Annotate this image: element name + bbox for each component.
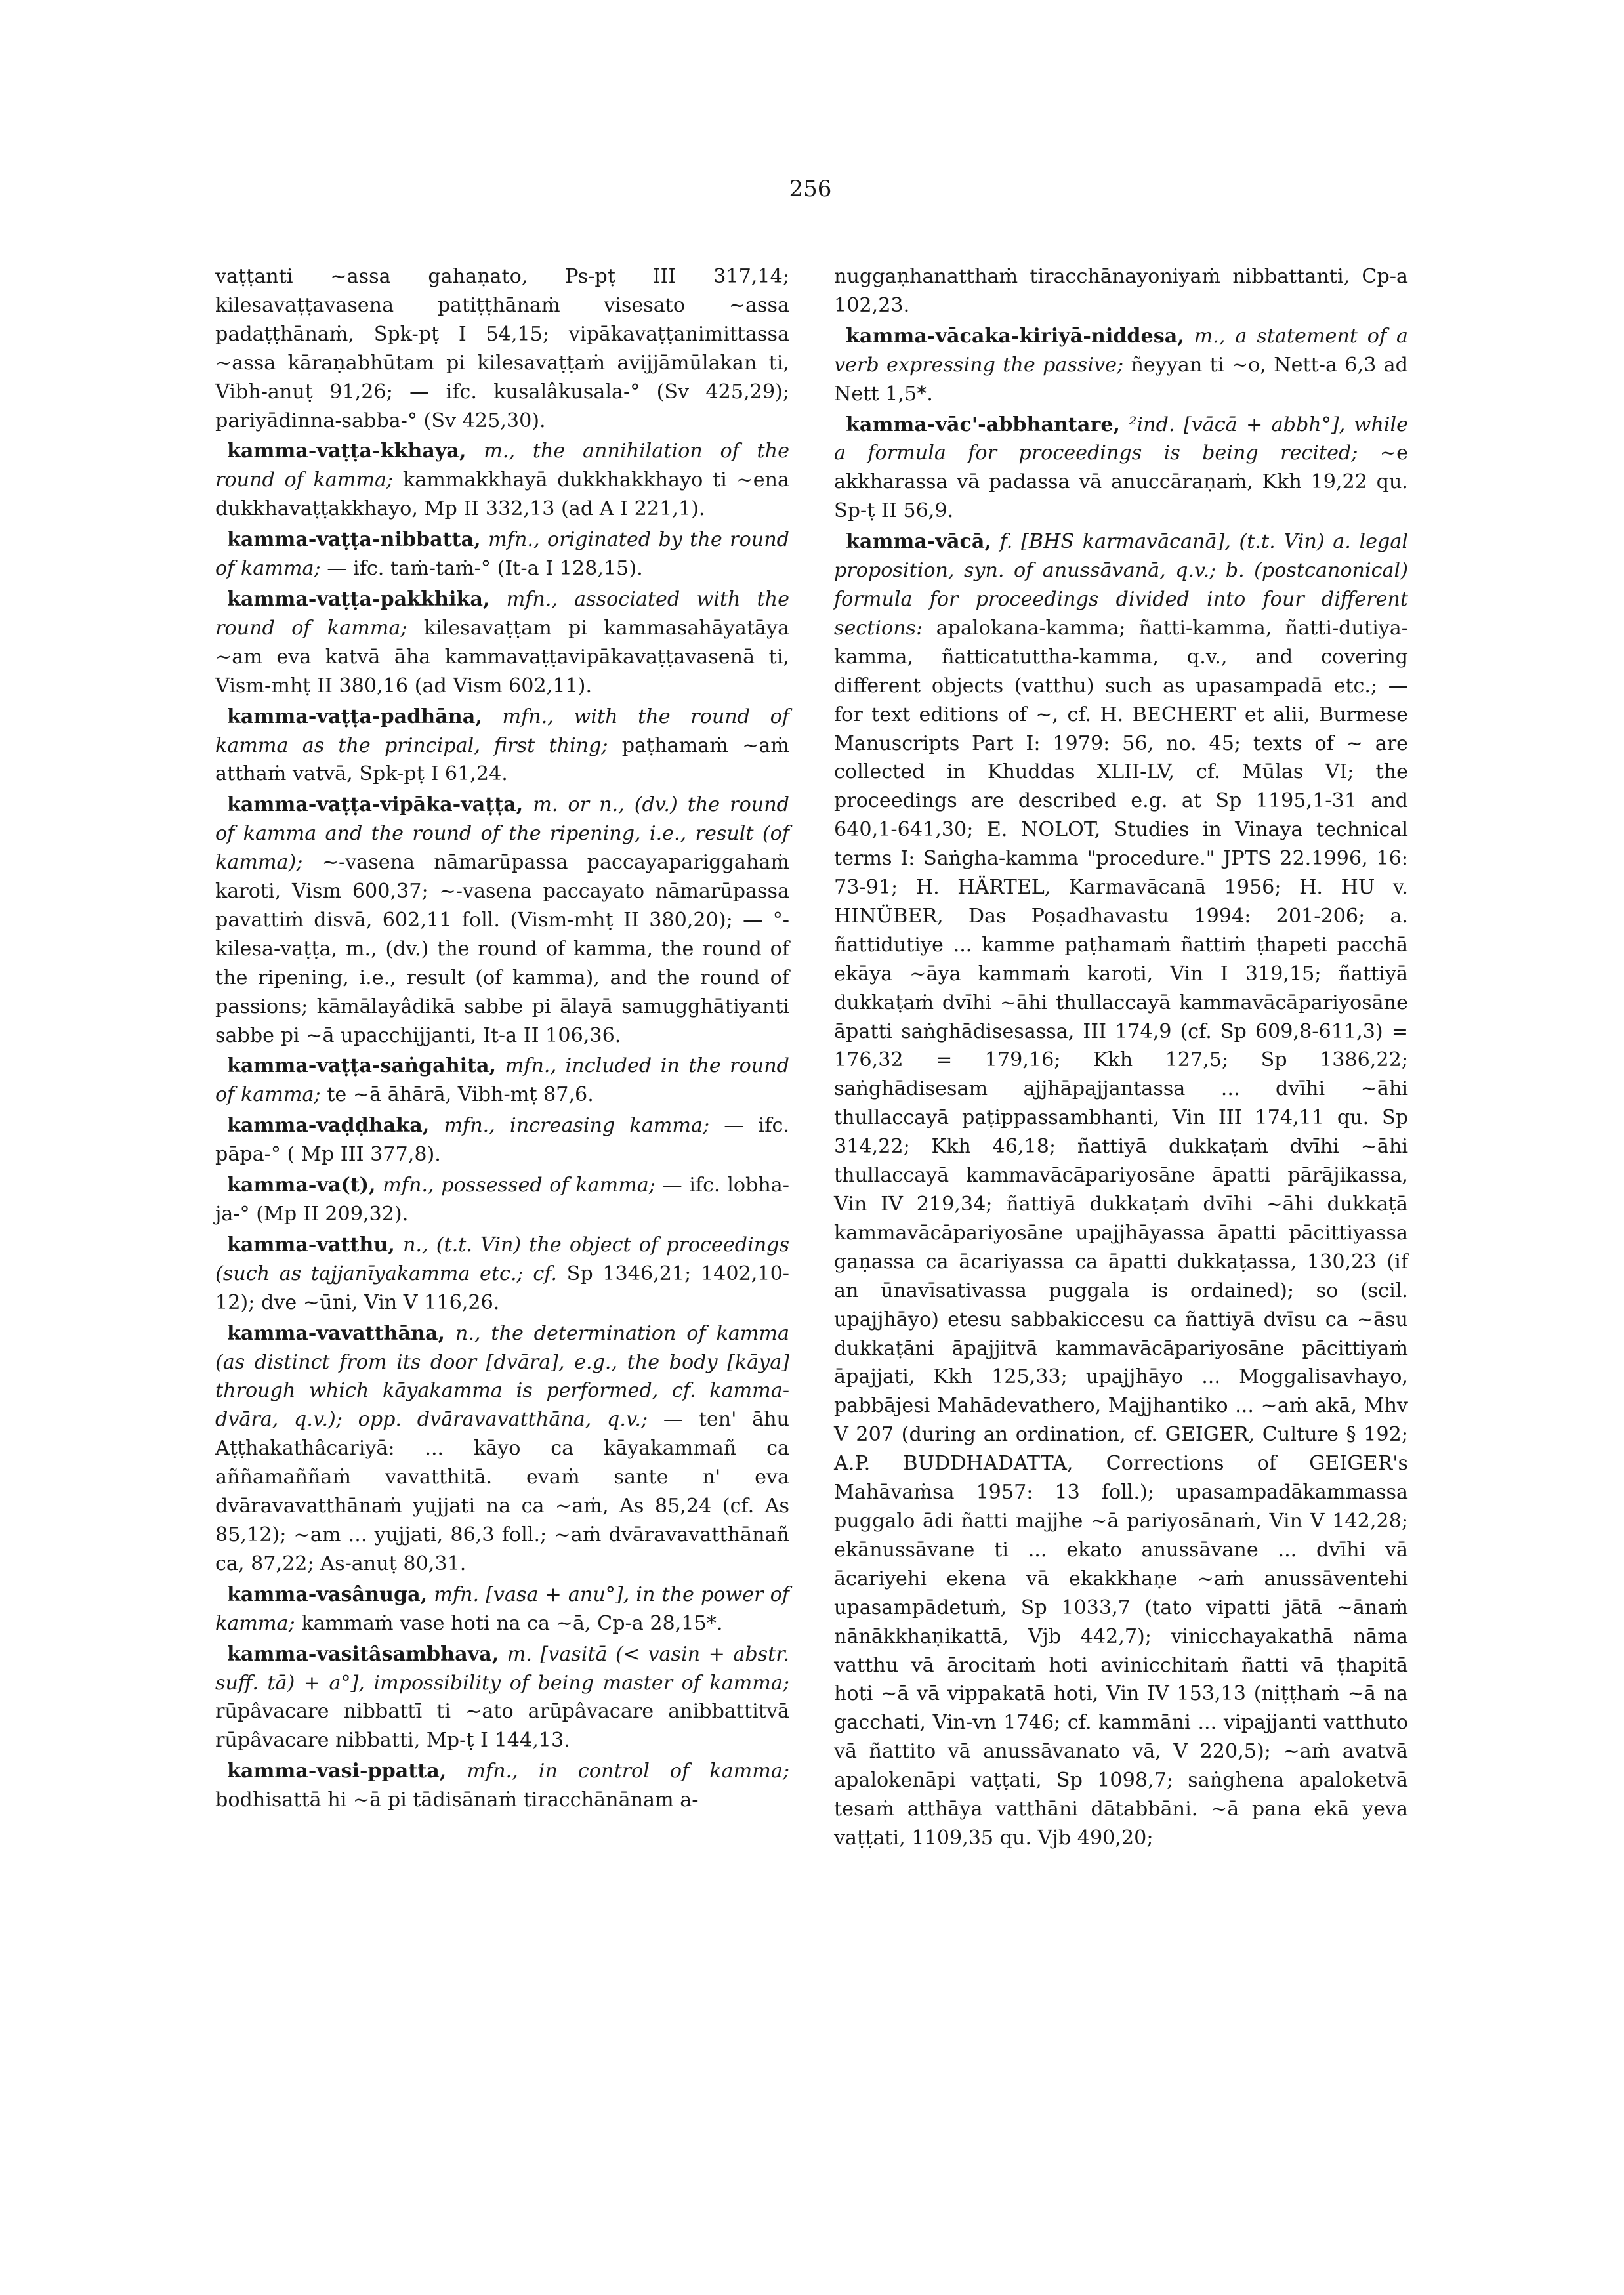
entry-grammar: mfn., in control of kamma; [467,1760,789,1783]
entry-headword: kamma-vaṭṭa-pakkhika, [227,587,490,611]
entry-headword: kamma-vasi-ppatta, [227,1760,447,1783]
entry-grammar: f. [BHS karmavācanā], (t.t. Vin) a. legal proposition, syn. of anussāvanā, q.v.; b. (postcanonical) formula for proceedings divided into four different sections: [834,530,1408,640]
entry-grammar: mfn., originated by the round of kamma; [215,528,789,581]
dictionary-entry [215,1111,789,1169]
dictionary-entry [215,526,789,583]
entry-headword: kamma-vasânuga, [227,1582,428,1606]
entry-headword: kamma-vaḍḍhaka, [227,1114,430,1138]
entry-text: ñeyyan ti ~o, Nett-a 6,3 ad Nett 1,5*. [834,353,1408,405]
entry-grammar: m. [vasitā (< vasin + abstr. suff. tā) + a°], impossibility of being master of kamma; [215,1642,789,1695]
entry-grammar: m., a statement of a verb expressing the passive; [834,324,1408,377]
entry-grammar: mfn., with the round of kamma as the principal, first thing; [215,705,789,757]
dictionary-entry [215,585,789,701]
entry-text: apalokana-kamma; ñatti-kamma, ñatti-dutiya-kamma, ñatticatuttha-kamma, q.v., and covering different objects (vatthu) such as upasampadā etc.; — for text editions of ~, cf. H. BECHERT et alii, Burmese Manuscripts Part I: 1979: 56, no. 45; texts of ~ are collected in Khuddas XLII-LV, cf. Mūlas VI; the proceedings are described e.g. at Sp 1195,1-31 and 640,1-641,30; E. NOLOT, Studies in Vinaya technical terms I: Saṅgha-kamma "procedure." JPTS 22.1996, 16: 73-91; H. HÄRTEL, Karmavācanā 1956; H. HU v. HINÜBER, Das Poṣadhavastu 1994: 201-206; a. ñattidutiye ... kamme paṭhamaṁ ñattiṁ ṭhapeti pacchā ekāya ~āya kammaṁ karoti, Vin I 319,15; ñattiyā dukkaṭaṁ dvīhi ~āhi thullaccayā kammavācāpariyosāne āpatti saṅghādisesassa, III 174,9 (cf. Sp 609,8-611,3) = 176,32 = 179,16; Kkh 127,5; Sp 1386,22; saṅghādisesam ajjhāpajjantassa ... dvīhi ~āhi thullaccayā paṭippassambhanti, Vin III 174,11 qu. Sp 314,22; Kkh 46,18; ñattiyā dukkaṭaṁ dvīhi ~āhi thullaccayā kammavācāpariyosāne āpatti pārājikassa, Vin IV 219,34; ñattiyā dukkaṭaṁ dvīhi ~āhi dukkaṭā kammavācāpariyosāne upajjhāyassa āpatti pācittiyassa gaṇassa ca ācariyassa ca āpatti dukkaṭassa, 130,23 (if an ūnavīsativassa puggala is ordained); so (scil. upajjhāyo) etesu sabbakiccesu ca ñattiyā dvīsu ca ~āsu dukkaṭāni āpajjitvā kammavācāpariyosāne pācittiyaṁ āpajjati, Kkh 125,33; upajjhāyo ... Moggalisavhayo, pabbājesi Mahādevathero, Majjhantiko ... ~aṁ akā, Mhv V 207 (during an ordination, cf. GEIGER, Culture § 192; A.P. BUDDHADATTA, Corrections of GEIGER's Mahāvaṁsa 1957: 13 foll.); upasampadākammassa puggalo ādi ñatti majjhe ~ā pariyosānaṁ, Vin V 142,28; ekānussāvane ti ... ekato anussāvane ... dvīhi vā ācariyehi ekena vā ekakkhaṇe ~aṁ anussāventehi upasampādetuṁ, Sp 1033,7 (tato vipatti jātā ~ānaṁ nānākkhaṇikattā, Vjb 442,7); vinicchayakathā nāma vatthu vā ārocitaṁ hoti avinicchitaṁ ñatti vā ṭhapitā hoti ~ā vā vippakatā hoti, Vin IV 153,13 (niṭṭhaṁ ~ā na gacchati, Vin-vn 1746; cf. kammāni ... vipajjanti vatthuto vā ñattito vā anussāvanato vā, V 220,5); ~aṁ avatvā apalokenāpi vaṭṭati, Sp 1098,7; saṅghena apaloketvā tesaṁ atthāya vatthāni dātabbāni. ~ā pana ekā yeva vaṭṭati, 1109,35 qu. Vjb 490,20; [834,616,1408,1850]
entry-text: vaṭṭanti ~assa gahaṇato, Ps-pṭ III 317,14; kilesavaṭṭavasena patiṭṭhānaṁ visesato ~assa padaṭṭhānaṁ, Spk-pṭ I 54,15; vipākavaṭṭanimittassa ~assa kāraṇabhūtam pi kilesavaṭṭaṁ avijjāmūlakan ti, Vibh-anuṭ 91,26; — ifc. kusalâkusala-° (Sv 425,29); pariyādinna-sabba-° (Sv 425,30). [215,265,789,432]
entry-grammar: mfn., associated with the round of kamma; [215,587,789,640]
entry-headword: kamma-vaṭṭa-padhāna, [227,705,482,728]
dictionary-entry [834,411,1408,526]
entry-grammar: mfn., increasing kamma; [444,1114,710,1138]
entry-text: te ~ā āhārā, Vibh-mṭ 87,6. [327,1083,594,1107]
right-column [834,262,1408,1855]
entry-headword: kamma-vācā, [846,530,991,554]
entry-text: nuggaṇhanatthaṁ tiracchānayoniyaṁ nibbattanti, Cp-a 102,23. [834,265,1408,317]
entry-headword: kamma-vaṭṭa-kkhaya, [227,440,467,463]
entry-grammar: ²ind. [vācā + abbh°], while a formula for proceedings is being recited; [834,413,1408,465]
entry-text: kilesavaṭṭam pi kammasahāyatāya ~am eva katvā āha kammavaṭṭavipākavaṭṭavasenā ti, Vism-mhṭ II 380,16 (ad Vism 602,11). [215,616,789,697]
entry-text: ~-vasena nāmarūpassa paccayapariggahaṁ karoti, Vism 600,37; ~-vasena paccayato nāmarūpassa pavattiṁ disvā, 602,11 foll. (Vism-mhṭ II 380,20); — °-kilesa-vaṭṭa, m., (dv.) the round of kamma, the round of the ripening, i.e., result (of kamma), and the round of passions; kāmālayâdikā sabbe pi ālayā samugghātiyanti sabbe pi ~ā upacchijjanti, It-a II 106,36. [215,851,789,1047]
entry-text: — ten' āhu Aṭṭhakathâcariyā: ... kāyo ca kāyakammañ ca aññamaññaṁ vavatthitā. evaṁ sante n' eva dvāravavatthānaṁ yujjati na ca ~aṁ, As 85,24 (cf. As 85,12); ~am ... yujjati, 86,3 foll.; ~aṁ dvāravavatthānañ ca, 87,22; As-anuṭ 80,31. [215,1408,790,1575]
entry-text: kammakkhayā dukkhakkhayo ti ~ena dukkhavaṭṭakkhayo, Mp II 332,13 (ad A I 221,1). [215,468,789,521]
entry-headword: kamma-vavatthāna, [227,1321,446,1345]
entry-grammar: m. or n., (dv.) the round of kamma and the round of the ripening, i.e., result (of kamma); [215,793,789,875]
dictionary-entry [834,322,1408,409]
page-number: 256 [789,176,832,202]
entry-grammar: n., (t.t. Vin) the object of proceedings (such as tajjanīyakamma etc.; cf. [215,1233,789,1285]
entry-text: paṭhamaṁ ~aṁ atthaṁ vatvā, Spk-pṭ I 61,24. [215,734,789,786]
entry-headword: kamma-va(t), [227,1174,376,1197]
dictionary-entry [215,1319,789,1579]
entry-text: — ifc. taṁ-taṁ-° (It-a I 128,15). [327,557,643,581]
entry-headword: kamma-vaṭṭa-saṅgahita, [227,1054,497,1078]
entry-grammar: n., the determination of kamma (as distinct from its door [dvāra], e.g., the body [kāya] through which kāyakamma is performed, cf. kamma-dvāra, q.v.); opp. dvāravavatthāna, q.v.; [215,1321,789,1432]
entry-headword: kamma-vāc'-abbhantare, [846,413,1121,436]
dictionary-entry [215,1171,789,1229]
entry-headword: kamma-vatthu, [227,1233,395,1256]
left-column [215,262,789,1817]
dictionary-entry [215,437,789,524]
entry-grammar: mfn., included in the round of kamma; [215,1054,789,1107]
entry-text: Sp 1346,21; 1402,10-12); dve ~ūni, Vin V 116,26. [215,1262,789,1314]
dictionary-entry [834,527,1408,1853]
entry-headword: kamma-vaṭṭa-nibbatta, [227,528,481,552]
entry-text: rūpâvacare nibbattī ti ~ato arūpâvacare anibbattitvā rūpâvacare nibbatti, Mp-ṭ I 144,13. [215,1700,789,1752]
dictionary-entry [834,262,1408,320]
entry-grammar: mfn. [vasa + anu°], in the power of kamma; [215,1582,789,1635]
dictionary-entry [215,1231,789,1317]
entry-headword: kamma-vācaka-kiriyā-niddesa, [846,324,1184,348]
dictionary-entry [215,1640,789,1756]
dictionary-entry [215,703,789,789]
entry-grammar: mfn., possessed of kamma; [383,1174,656,1197]
dictionary-entry [215,1757,789,1815]
entry-headword: kamma-vasitâsambhava, [227,1642,499,1666]
dictionary-entry [215,1052,789,1109]
entry-text: — ifc. pāpa-° ( Mp III 377,8). [215,1114,789,1167]
entry-grammar: m., the annihilation of the round of kamma; [215,440,789,492]
entry-text: bodhisattā hi ~ā pi tādisānaṁ tiracchānānam a- [215,1788,699,1812]
entry-text: — ifc. lobha-ja-° (Mp II 209,32). [215,1174,789,1226]
dictionary-entry [215,791,789,1050]
entry-text: ~e akkharassa vā padassa vā anuccāraṇaṁ, Kkh 19,22 qu. Sp-ṭ II 56,9. [834,442,1408,523]
entry-headword: kamma-vaṭṭa-vipāka-vaṭṭa, [227,793,524,817]
dictionary-entry [215,262,789,435]
dictionary-entry [215,1581,789,1638]
entry-text: kammaṁ vase hoti na ca ~ā, Cp-a 28,15*. [301,1611,723,1635]
